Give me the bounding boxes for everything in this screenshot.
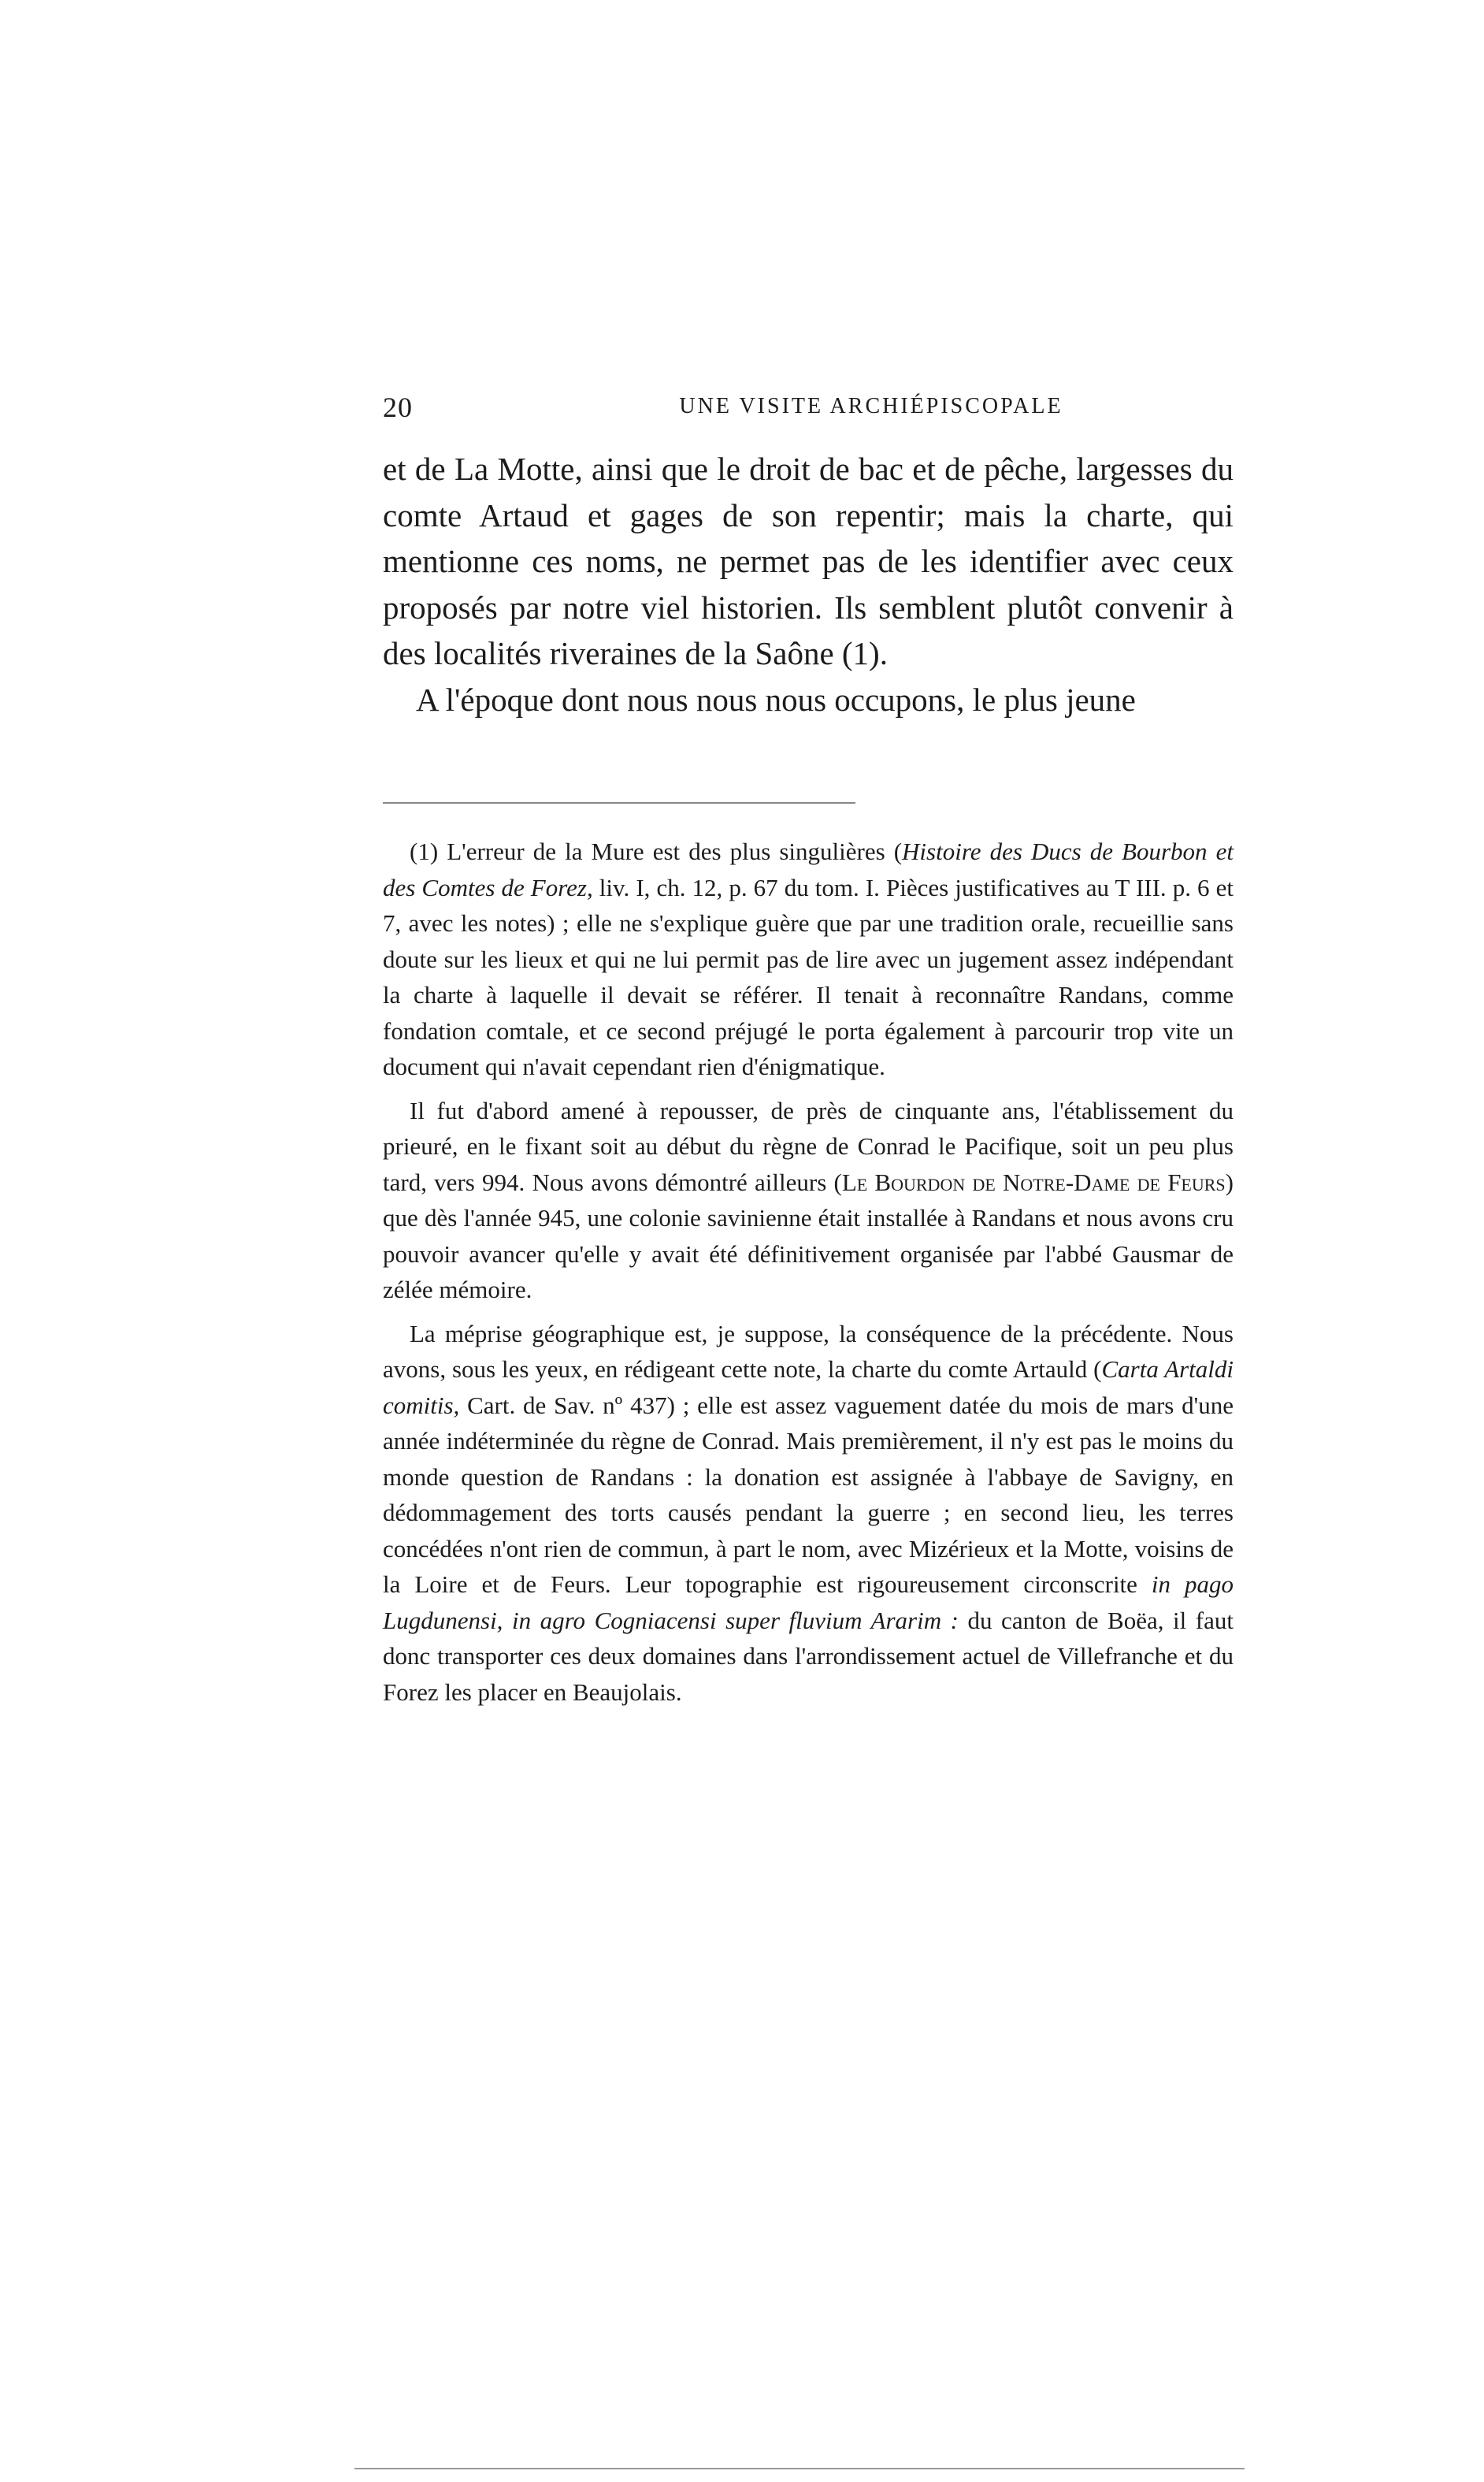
footnote-2-text-a: Il fut d'abord amené à repousser, de près de cinquante ans, l'établissement du prieuré, en le fixant soit au début du règne de Conrad le Pacifique, soit un peu plus tard, vers 994. Nous avons démontré ailleurs ( [383, 1096, 1234, 1196]
main-text [383, 446, 1234, 723]
footnote-2-text-b: ) que dès l'année 945, une colonie savinienne était installée à Randans et nous avons cru pouvoir avancer qu'elle y avait été définitivement organisée par l'abbé Gausmar de zélée mémoire. [383, 1168, 1234, 1303]
footnote-2-smallcaps-title: Le Bourdon de Notre-Dame de Feurs [841, 1168, 1226, 1196]
footnote-3-text-a: La méprise géographique est, je suppose, la conséquence de la précédente. Nous avons, sous les yeux, en rédigeant cette note, la charte du comte Artauld ( [383, 1319, 1234, 1383]
page-number: 20 [383, 392, 413, 423]
page-header [383, 391, 1234, 429]
footnote-separator [383, 802, 855, 804]
footnote-paragraph-3 [383, 1316, 1234, 1711]
footnote-paragraph-2 [383, 1093, 1234, 1308]
footnote-3-italic-title: Carta Artaldi comitis, [383, 1355, 1234, 1419]
footnotes [383, 834, 1234, 1718]
footnote-1-text-b: liv. I, ch. 12, p. 67 du tom. I. Pièces justificatives au T III. p. 6 et 7, avec les notes) ; elle ne s'explique guère que par une tradition orale, recueillie sans doute sur les lieux et qui ne lui permit pas de lire avec un jugement assez indépendant la charte à laquelle il devait se référer. Il tenait à reconnaître Randans, comme fondation comtale, et ce second préjugé le porta également à parcourir trop vite un document qui n'avait cependant rien d'énigmatique. [383, 873, 1234, 1080]
footnote-1-text-a: (1) L'erreur de la Mure est des plus singulières ( [410, 838, 903, 865]
running-head: UNE VISITE ARCHIÉPISCOPALE [679, 394, 1063, 418]
footnote-3-text-c: du canton de Boëa, il faut donc transporter ces deux domaines dans l'arrondissement actuel de Villefranche et du Forez les placer en Beaujolais. [383, 1606, 1234, 1706]
footnote-1 [383, 834, 1234, 1085]
footnote-3-italic-latin: in pago Lugdunensi, in agro Cogniacensi super fluvium Ararim : [383, 1570, 1234, 1634]
main-paragraph-2: A l'époque dont nous nous nous occupons, le plus jeune [416, 681, 1136, 718]
footnote-1-italic-title: Histoire des Ducs de Bourbon et des Comtes de Forez, [383, 838, 1234, 901]
main-paragraph-1: et de La Motte, ainsi que le droit de bac et de pêche, largesses du comte Artaud et gages de son repentir; mais la charte, qui mentionne ces noms, ne permet pas de les identifier avec ceux proposés par notre viel historien. Ils semblent plutôt convenir à des localités riveraines de la Saône (1). [383, 451, 1234, 671]
footnote-3-text-b: Cart. de Sav. nº 437) ; elle est assez vaguement datée du mois de mars d'une année indéterminée du règne de Conrad. Mais premièrement, il n'y est pas le moins du monde question de Randans : la donation est assignée à l'abbaye de Savigny, en dédommagement des torts causés pendant la guerre ; en second lieu, les terres concédées n'ont rien de commun, à part le nom, avec Mizérieux et la Motte, voisins de la Loire et de Feurs. Leur topographie est rigoureusement circonscrite [383, 1391, 1234, 1598]
bottom-edge-line [354, 2468, 1245, 2469]
